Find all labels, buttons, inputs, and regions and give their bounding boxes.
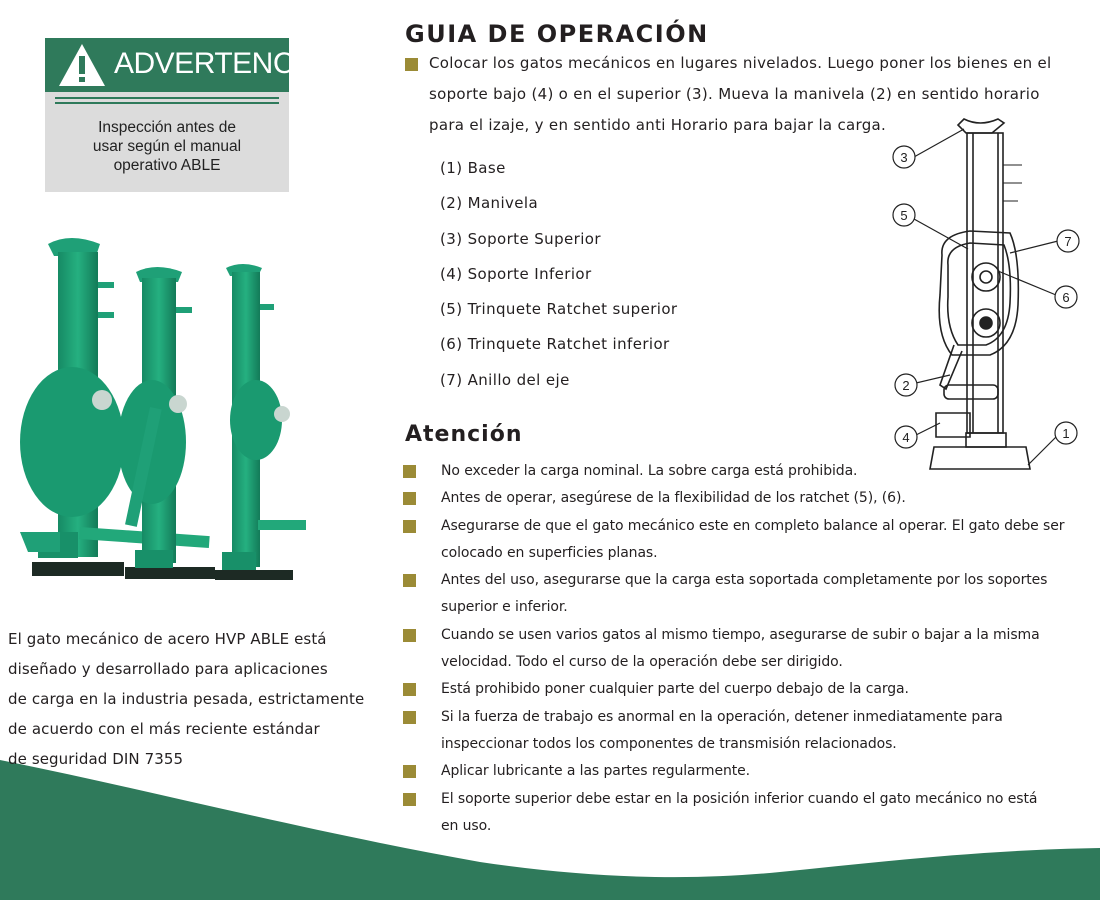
- attention-line: No exceder la carga nominal. La sobre carga está prohibida.: [441, 463, 858, 479]
- olive-bullet: [403, 492, 416, 505]
- guide-line: soporte bajo (4) o en el superior (3). Mueva la manivela (2) en sentido horario: [429, 85, 1040, 103]
- intro-line: de carga en la industria pesada, estrictamente: [8, 690, 365, 708]
- attention-item: [403, 704, 1083, 759]
- warning-triangle-icon: [57, 42, 107, 88]
- attention-item: [403, 758, 1083, 785]
- callout-label-1: 1: [1062, 426, 1070, 441]
- part-item: (6) Trinquete Ratchet inferior: [440, 335, 670, 354]
- attention-item: [403, 567, 1083, 622]
- olive-bullet: [405, 58, 418, 71]
- attention-item: [403, 513, 1083, 568]
- warning-line: usar según el manual: [92, 138, 242, 155]
- attention-item: [403, 786, 1083, 841]
- intro-paragraph: [8, 624, 368, 774]
- warning-header: [45, 38, 322, 92]
- warning-divider: [55, 102, 279, 104]
- intro-line: de seguridad DIN 7355: [8, 750, 184, 768]
- jack-slim: [215, 264, 306, 580]
- guide-line: para el izaje, y en sentido anti Horario para bajar la carga.: [429, 116, 887, 134]
- attention-line: Si la fuerza de trabajo es anormal en la operación, detener inmediatamente para: [441, 708, 1003, 725]
- callout-label-3: 3: [900, 150, 908, 165]
- intro-line: diseñado y desarrollado para aplicaciones: [8, 660, 328, 678]
- attention-item: [403, 485, 1083, 512]
- warning-divider: [55, 97, 279, 99]
- warning-text: [45, 118, 289, 175]
- callout-label-4: 4: [902, 430, 910, 445]
- part-item: (3) Soporte Superior: [440, 229, 601, 248]
- attention-heading: Atención: [405, 422, 523, 447]
- parts-list: [440, 154, 678, 401]
- warning-box: [45, 38, 322, 192]
- attention-line: inspeccionar todos los componentes de transmisión relacionados.: [441, 735, 897, 752]
- attention-line: superior e inferior.: [441, 599, 568, 616]
- attention-item: [403, 676, 1083, 703]
- warning-line: operativo ABLE: [113, 157, 221, 174]
- guide-line: Colocar los gatos mecánicos en lugares nivelados. Luego poner los bienes en el: [429, 54, 1052, 72]
- attention-line: El soporte superior debe estar en la posición inferior cuando el gato mecánico no está: [441, 790, 1038, 807]
- callout-label-2: 2: [902, 378, 910, 393]
- part-item: (7) Anillo del eje: [440, 370, 570, 389]
- attention-line: Aplicar lubricante a las partes regularmente.: [441, 763, 751, 780]
- intro-line: de acuerdo con el más reciente estándar: [8, 720, 320, 738]
- olive-bullet: [403, 465, 416, 478]
- callout-label-7: 7: [1064, 234, 1072, 249]
- olive-bullet: [403, 793, 416, 806]
- warning-line: Inspección antes de: [98, 119, 236, 136]
- part-item: (1) Base: [440, 159, 506, 177]
- attention-item: [403, 458, 1083, 485]
- attention-line: Asegurarse de que el gato mecánico este en completo balance al operar. El gato debe ser: [441, 517, 1065, 534]
- attention-line: colocado en superficies planas.: [441, 544, 658, 561]
- olive-bullet: [403, 574, 416, 587]
- rack-jacks-illustration: [10, 232, 330, 592]
- attention-item: [403, 622, 1083, 677]
- attention-list: [403, 458, 1083, 840]
- callout-label-5: 5: [900, 208, 908, 223]
- part-item: (2) Manivela: [440, 194, 539, 213]
- part-item: (4) Soporte Inferior: [440, 264, 592, 283]
- warning-title: ADVERTENCIA: [114, 47, 322, 80]
- olive-bullet: [403, 765, 416, 778]
- olive-bullet: [403, 629, 416, 642]
- attention-line: Está prohibido poner cualquier parte del cuerpo debajo de la carga.: [441, 681, 909, 698]
- jack-parts-diagram: [870, 105, 1085, 485]
- intro-line: El gato mecánico de acero HVP ABLE está: [8, 630, 327, 648]
- olive-bullet: [403, 711, 416, 724]
- attention-line: Antes del uso, asegurarse que la carga esta soportada completamente por los soportes: [441, 572, 1048, 589]
- guide-heading: GUIA DE OPERACIÓN: [405, 20, 709, 48]
- attention-line: velocidad. Todo el curso de la operación debe ser dirigido.: [441, 654, 843, 671]
- olive-bullet: [403, 683, 416, 696]
- attention-line: en uso.: [441, 817, 492, 834]
- attention-line: Antes de operar, asegúrese de la flexibilidad de los ratchet (5), (6).: [441, 490, 906, 507]
- olive-bullet: [403, 520, 416, 533]
- attention-line: Cuando se usen varios gatos al mismo tiempo, asegurarse de subir o bajar a la misma: [441, 626, 1040, 643]
- part-item: (5) Trinquete Ratchet superior: [440, 300, 678, 319]
- callout-label-6: 6: [1062, 290, 1070, 305]
